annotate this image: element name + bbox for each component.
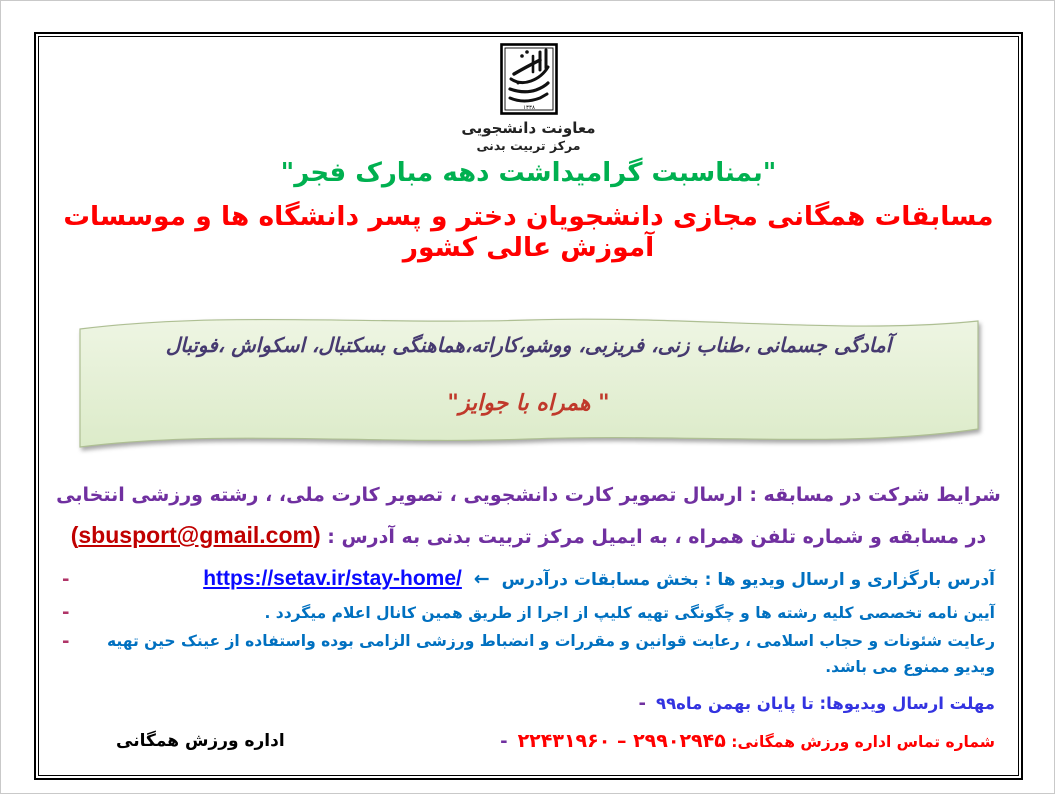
org-center-label: مرکز تربیت بدنی xyxy=(476,138,581,153)
bullet-dash-icon: - xyxy=(500,730,508,752)
upload-address-text xyxy=(79,567,995,591)
upload-address-label: آدرس بارگزاری و ارسال ویدیو ها : بخش مسابقات درآدرس xyxy=(501,570,995,590)
bullet-regulations xyxy=(62,602,995,623)
university-logo-icon xyxy=(500,43,558,115)
paren-open: ( xyxy=(70,522,79,548)
logo-area xyxy=(56,43,1001,115)
wave-shape xyxy=(74,307,984,457)
conditions-paragraph xyxy=(56,475,1001,557)
bullet-dash-icon: - xyxy=(638,693,646,714)
bullet-dash-icon: - xyxy=(62,602,70,623)
bullet-deadline xyxy=(62,693,995,714)
left-arrow-icon: ← xyxy=(473,568,490,590)
conditions-text: شرایط شرکت در مسابقه : ارسال تصویر کارت دانشجویی ، تصویر کارت ملی، ، رشته ورزشی انتخابی در مسابقه و شماره تلفن همراه ، به ایمیل مرکز تربیت بدنی به آدرس : xyxy=(56,484,1001,548)
bullet-phone xyxy=(500,730,995,752)
bullet-dash-icon: - xyxy=(62,631,70,652)
paren-close: ) xyxy=(312,522,321,548)
phone-numbers: ۲۹۹۰۲۹۴۵ – ۲۲۴۳۱۹۶۰ xyxy=(517,730,726,752)
footer-office-label: اداره ورزش همگانی xyxy=(116,731,285,751)
wave-banner xyxy=(74,307,984,457)
event-headline: مسابقات همگانی مجازی دانشجویان دختر و پسر دانشگاه ها و موسسات آموزش عالی کشور xyxy=(63,201,994,263)
dress-code-text: رعایت شئونات و حجاب اسلامی ، رعایت قوانین و مقررات و انضباط ورزشی الزامی بوده واستفاده از عینک حین تهیه ویدیو ممنوع می باشد. xyxy=(106,632,995,676)
phone-line xyxy=(518,730,995,752)
regulations-text: آیین نامه تخصصی کلیه رشته ها و چگونگی تهیه کلیپ از اجرا از طریق همین کانال اعلام میگردد . xyxy=(264,603,995,622)
bullet-upload-address xyxy=(62,567,995,591)
bullet-dress-code xyxy=(62,628,995,680)
bullet-dash-icon: - xyxy=(62,568,70,590)
prizes-note: " همراه با جوایز" xyxy=(447,391,610,416)
phone-label: شماره تماس اداره ورزش همگانی: xyxy=(731,733,995,751)
info-list xyxy=(56,567,1001,714)
document-content xyxy=(34,32,1023,780)
email-link[interactable] xyxy=(71,522,321,548)
org-deputy-label: معاونت دانشجویی xyxy=(461,119,596,137)
video-upload-link[interactable]: https://setav.ir/stay-home/ xyxy=(203,567,462,590)
logo-year: ۱۳۳۸ xyxy=(522,105,535,111)
deadline-text: مهلت ارسال ویدیوها: تا پایان بهمن ماه۹۹ xyxy=(656,694,995,713)
event-title: "بمناسبت گرامیداشت دهه مبارک فجر" xyxy=(280,158,777,188)
email-address[interactable]: sbusport@gmail.com xyxy=(78,522,313,548)
footer-row xyxy=(56,730,1001,752)
sports-list: آمادگی جسمانی ،طناب زنی، فریزبی، ووشو،کاراته،هماهنگی بسکتبال، اسکواش ،فوتبال xyxy=(165,333,892,357)
